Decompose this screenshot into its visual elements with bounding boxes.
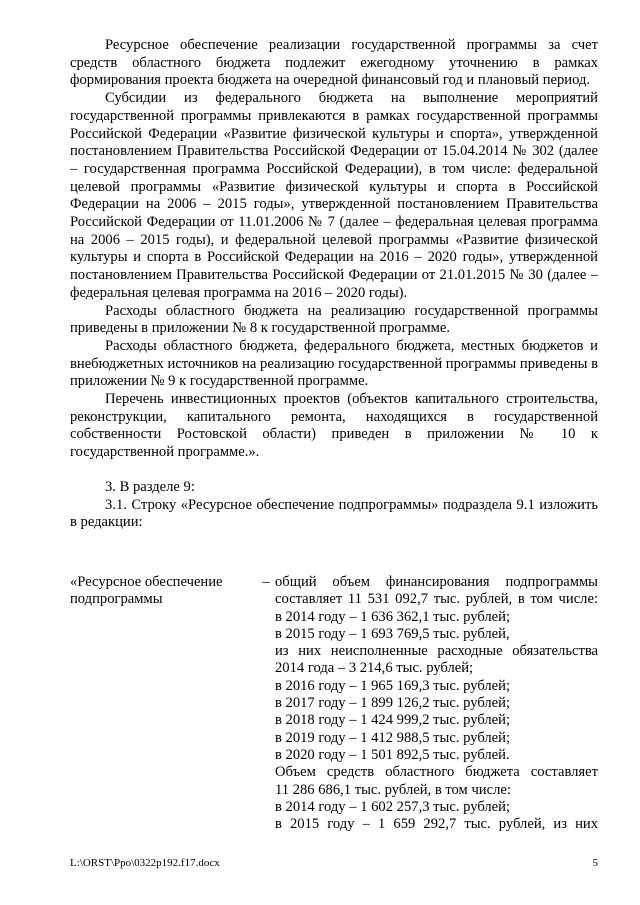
section-heading: 3. В разделе 9: — [105, 478, 195, 495]
table-line: Объем средств областного бюджета составляет — [275, 764, 598, 781]
table-right-cell — [275, 574, 598, 833]
footer-file-path: L:\ORST\Ppo\0322p192.f17.docx — [70, 857, 220, 869]
table-line: в 2014 году – 1 602 257,3 тыс. рублей; — [275, 798, 511, 815]
table-line: 2014 года – 3 214,6 тыс. рублей; — [275, 660, 474, 677]
table-line: в 2015 году – 1 693 769,5 тыс. рублей, — [275, 625, 510, 642]
table-dash: – — [262, 574, 270, 590]
table-line: в 2015 году – 1 659 292,7 тыс. рублей, из них — [275, 816, 598, 833]
table-line: в 2017 году – 1 899 126,2 тыс. рублей; — [275, 695, 511, 712]
paragraph-regional-expenses: Расходы областного бюджета на реализацию государственной программы приведены в приложении № 8 к государственной программе. — [70, 302, 598, 337]
table-line: в 2018 году – 1 424 999,2 тыс. рублей; — [275, 712, 511, 729]
table-line: 11 286 686,1 тыс. рублей, в том числе: — [275, 781, 511, 798]
paragraph-all-budget-expenses: Расходы областного бюджета, федерального бюджета, местных бюджетов и внебюджетных источников на реализацию государственной программы приведены в приложении № 9 к государственной программе. — [70, 337, 598, 390]
paragraph-federal-subsidies: Субсидии из федерального бюджета на выполнение мероприятий государственной программы привлекаются в рамках государственной программы Российской Федерации «Развитие физической культуры и спорта», утвержденной постановлением Правительства Российской Федерации от 15.04.2014 № 302 (далее – государственная программа Российской Федерации), в том числе: федеральной целевой программы «Развитие физической культуры и спорта в Российской Федерации на 2006 – 2015 годы», утвержденной постановлением Правительства Российской Федерации от 11.01.2006 № 7 (далее – федеральная целевая программа на 2006 – 2015 годы), и федеральной целевой программы «Развитие физической культуры и спорта в Российской Федерации на 2016 – 2020 годы», утвержденной постановлением Правительства Российской Федерации от 21.01.2015 № 30 (далее – федеральная целевая программа на 2016 – 2020 годы). — [70, 90, 598, 301]
table-left-cell: «Ресурсное обеспечение подпрограммы — [70, 574, 223, 608]
paragraph-investment-projects: Перечень инвестиционных проектов (объектов капитального строительства, реконструкции, капитального ремонта, находящихся в государственной собственности Ростовской области) приведен в приложении № 10 к государственной программе.». — [70, 391, 598, 461]
table-line: общий объем финансирования подпрограммы — [275, 574, 598, 590]
spacer — [70, 462, 598, 479]
table-line: в 2020 году – 1 501 892,5 тыс. рублей. — [275, 746, 510, 763]
page-number: 5 — [592, 857, 598, 869]
table-line: в 2014 году – 1 636 362,1 тыс. рублей; — [275, 608, 511, 625]
subsection-instruction: 3.1. Строку «Ресурсное обеспечение подпрограммы» подраздела 9.1 изложить в редакции: — [70, 496, 598, 531]
table-line: в 2016 году – 1 965 169,3 тыс. рублей; — [275, 677, 511, 694]
document-body — [70, 37, 598, 532]
table-line: составляет 11 531 092,7 тыс. рублей, в том числе: — [275, 591, 598, 608]
table-line: из них неисполненные расходные обязательства — [275, 643, 598, 660]
paragraph-resource-provision: Ресурсное обеспечение реализации государственной программы за счет средств областного бюджета подлежит ежегодному уточнению в рамках формирования проекта бюджета на очередной финансовый год и плановый период. — [70, 37, 598, 89]
table-line: в 2019 году – 1 412 988,5 тыс. рублей; — [275, 729, 511, 746]
